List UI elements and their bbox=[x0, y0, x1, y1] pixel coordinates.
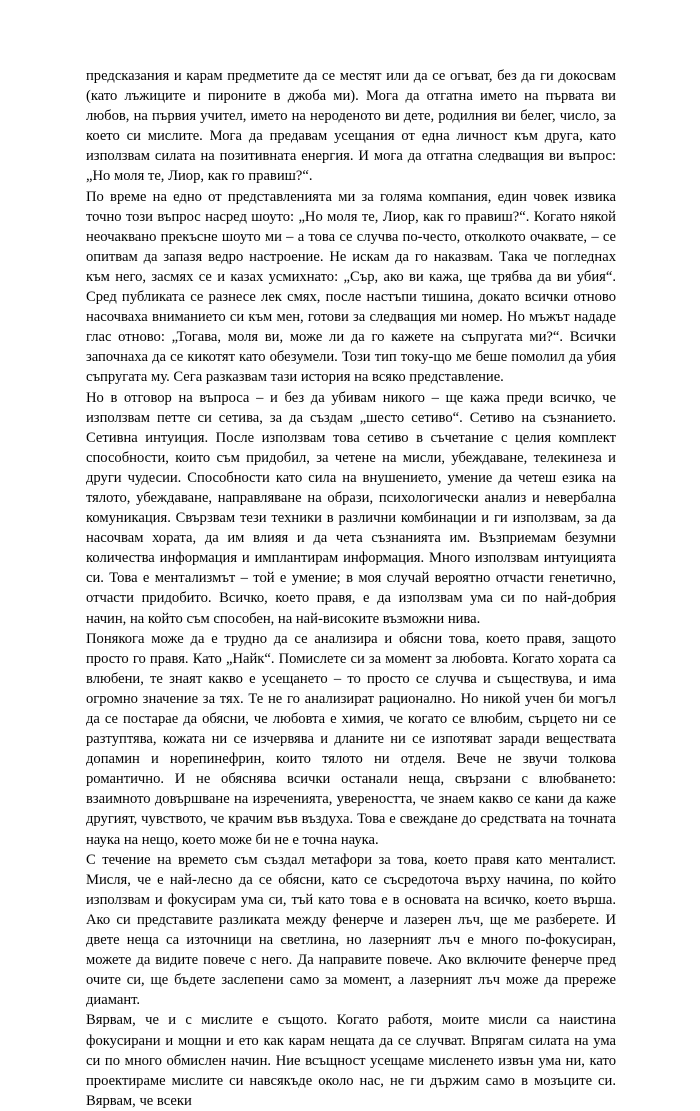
paragraph: Вярвам, че и с мислите е същото. Когато работя, моите мисли са наистина фокусирани и мощни и ето как карам нещата да се случват. Впрягам силата на ума си по много обмислен начин. Ние всъщност усещаме мисленето извън ума ни, като проектираме мислите си навсякъде около нас, не ги държим само в мозъците си. Вярвам, че всеки bbox=[86, 1012, 616, 1109]
paragraph: Понякога може да е трудно да се анализира и обясни това, което правя, защото просто го правя. Като „Найк“. Помислете си за момент за любовта. Когато хората са влюбени, те знаят какво е усещането – то просто се случва и съществува, и има огромно значение за тях. Те не го анализират рационално. Но никой учен би могъл да се постарае да обясни, че любовта е химия, че когато се влюбим, сърцето ни се разтуптява, кожата ни се изчервява и дланите ни се изпотяват заради веществата допамин и норепинефрин, които тялото ни отделя. Вече не звучи толкова романтично. И не обяснява всички останали неща, свързани с влюбването: взаимното довършване на изреченията, увереността, че знаем какво се кани да каже другият, чувството, че крачим във въздуха. Това е свеждане до средствата на точната наука на нещо, което може би не е точна наука. bbox=[86, 630, 616, 848]
paragraph: С течение на времето съм създал метафори за това, което правя като менталист. Мисля, че е най-лесно да се обясни, като се съсредоточа върху начина, по който използвам и фокусирам ума си, тъй като това е в основата на всичко, което върша. Ако си представите разликата между фенерче и лазерен лъч, ще ме разберете. И двете неща са източници на светлина, но лазерният лъч е много по-фокусиран, можете да видите повече с него. Да направите повече. Ако включите фенерче пред очите си, ще бъдете заслепени само за момент, а лазерният лъч може да прережe диамант. bbox=[86, 851, 616, 1009]
paragraph: По време на едно от представленията ми за голяма компания, един човек извика точно този въпрос насред шоуто: „Но моля те, Лиор, как го правиш?“. Когато някой неочаквано прекъсне шоуто ми – а това се случва по-често, отколкото очаквате, – се опитвам да запазя ведро настроение. Не искам да го наказвам. Така че погледнах към него, засмях се и казах усмихнато: „Сър, ако ви кажа, ще трябва да ви убия“. Сред публиката се разнесе лек смях, после настъпи тишина, докато всички отново насочваха вниманието си към мен, готови за следващия ми номер. Но мъжът нададе глас отново: „Тогава, моля ви, може ли да го кажете на съпругата ми?“. Всички започнаха да се кикотят като обезумели. Този тип току-що ме беше помолил да убия съпругата му. Сега разказвам тази история на всяко представление. bbox=[86, 188, 616, 386]
paragraph: Но в отговор на въпроса – и без да убивам никого – ще кажа преди всичко, че използвам петте си сетива, за да създам „шесто сетиво“. Сетиво на съзнанието. Сетивна интуиция. После използвам това сетиво в съчетание с целия комплект способности, които съм придобил, за четене на мисли, убеждаване, телекинеза и други чудесии. Способности като сила на внушението, умение да четеш езика на тялото, убеждаване, направляване на образи, психологически анализ и невербална комуникация. Свързвам тези техники в различни комбинации и ги използвам, за да насочвам хората, да им влияя и да чета съзнанията им. Възприемам безумни количества информация и имплантирам информация. Много използвам интуицията си. Това е ментализмът – той е умение; в моя случай вероятно отчасти генетично, отчасти придобито. Всичко, което правя, е да използвам ума си по най-добрия начин, на който съм способен, на най-високите възможни нива. bbox=[86, 389, 616, 627]
document-page bbox=[86, 66, 616, 1111]
paragraph: предсказания и карам предметите да се местят или да се огъват, без да ги докосвам (като лъжиците и пироните в джоба ми). Мога да отгатна името на първата ви любов, на първия учител, името на нероденото ви дете, родилния ви белег, число, за което си мислите. Мога да предавам усещания от една личност към друга, като използвам силата на позитивната енергия. И мога да отгатна следващия ви въпрос: „Но моля те, Лиор, как го правиш?“. bbox=[86, 68, 616, 185]
